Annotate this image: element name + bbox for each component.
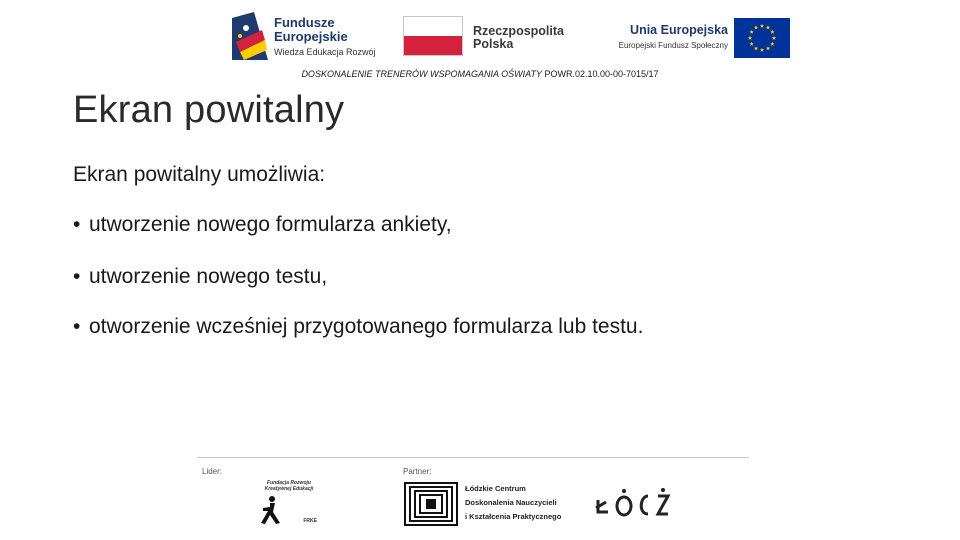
- fe-word-1: Fundusze: [274, 15, 335, 30]
- eu-fund-name: Europejski Fundusz Społeczny: [618, 41, 728, 50]
- rzeczpospolita-polska-logo: [403, 16, 579, 58]
- fundusze-europejskie-logo: [232, 12, 378, 62]
- partner-label: Partner:: [403, 467, 432, 476]
- eu-name: Unia Europejska: [630, 23, 728, 37]
- eu-flag-icon: [734, 18, 790, 58]
- bullet-mark: •: [73, 315, 81, 338]
- bullet-mark: •: [73, 213, 81, 236]
- bullet-item: [73, 265, 327, 289]
- project-code: POWR.02.10.00-00-7015/17: [541, 69, 659, 79]
- bullet-text: utworzenie nowego formularza ankiety,: [89, 213, 452, 236]
- page-title: Ekran powitalny: [73, 89, 345, 131]
- leader-name-line-1: Fundacja Rozwoju: [267, 480, 311, 486]
- leader-logo: [255, 478, 323, 528]
- bullet-mark: •: [73, 265, 81, 288]
- rp-word-1: Rzeczpospolita: [473, 24, 564, 38]
- partner-name-line-2: Doskonalenia Nauczycieli: [465, 498, 557, 507]
- unia-europejska-logo: [600, 16, 790, 60]
- fe-word-2: Europejskie: [274, 29, 348, 44]
- lodz-city-logo-icon: [592, 486, 672, 518]
- bullet-text: otworzenie wcześniej przygotowanego formularza lub testu.: [89, 315, 644, 338]
- project-identifier: [0, 69, 960, 79]
- leader-tag: FRKE: [303, 518, 317, 524]
- partner-logo: [404, 482, 564, 528]
- fe-program-name: Wiedza Edukacja Rozwój: [274, 47, 376, 57]
- poland-flag-icon: [403, 16, 463, 56]
- leader-name-line-2: Kreatywnej Edukacji: [264, 486, 314, 492]
- partner-name-line-3: i Kształcenia Praktycznego: [465, 512, 562, 521]
- rp-word-2: Polska: [473, 37, 514, 51]
- running-figure-icon: [260, 495, 282, 525]
- bullet-item: [73, 213, 452, 237]
- project-name: DOSKONALENIE TRENERÓW WSPOMAGANIA OŚWIATY: [301, 69, 542, 79]
- bullet-item: [73, 315, 643, 339]
- bullet-text: utworzenie nowego testu,: [89, 265, 328, 288]
- concentric-squares-icon: [404, 482, 458, 526]
- footer-divider: [197, 457, 749, 458]
- intro-text: Ekran powitalny umożliwia:: [73, 163, 326, 186]
- fundusze-europejskie-flag-icon: [232, 12, 268, 60]
- partner-name-line-1: Łódzkie Centrum: [465, 484, 526, 493]
- leader-label: Lider:: [202, 467, 223, 476]
